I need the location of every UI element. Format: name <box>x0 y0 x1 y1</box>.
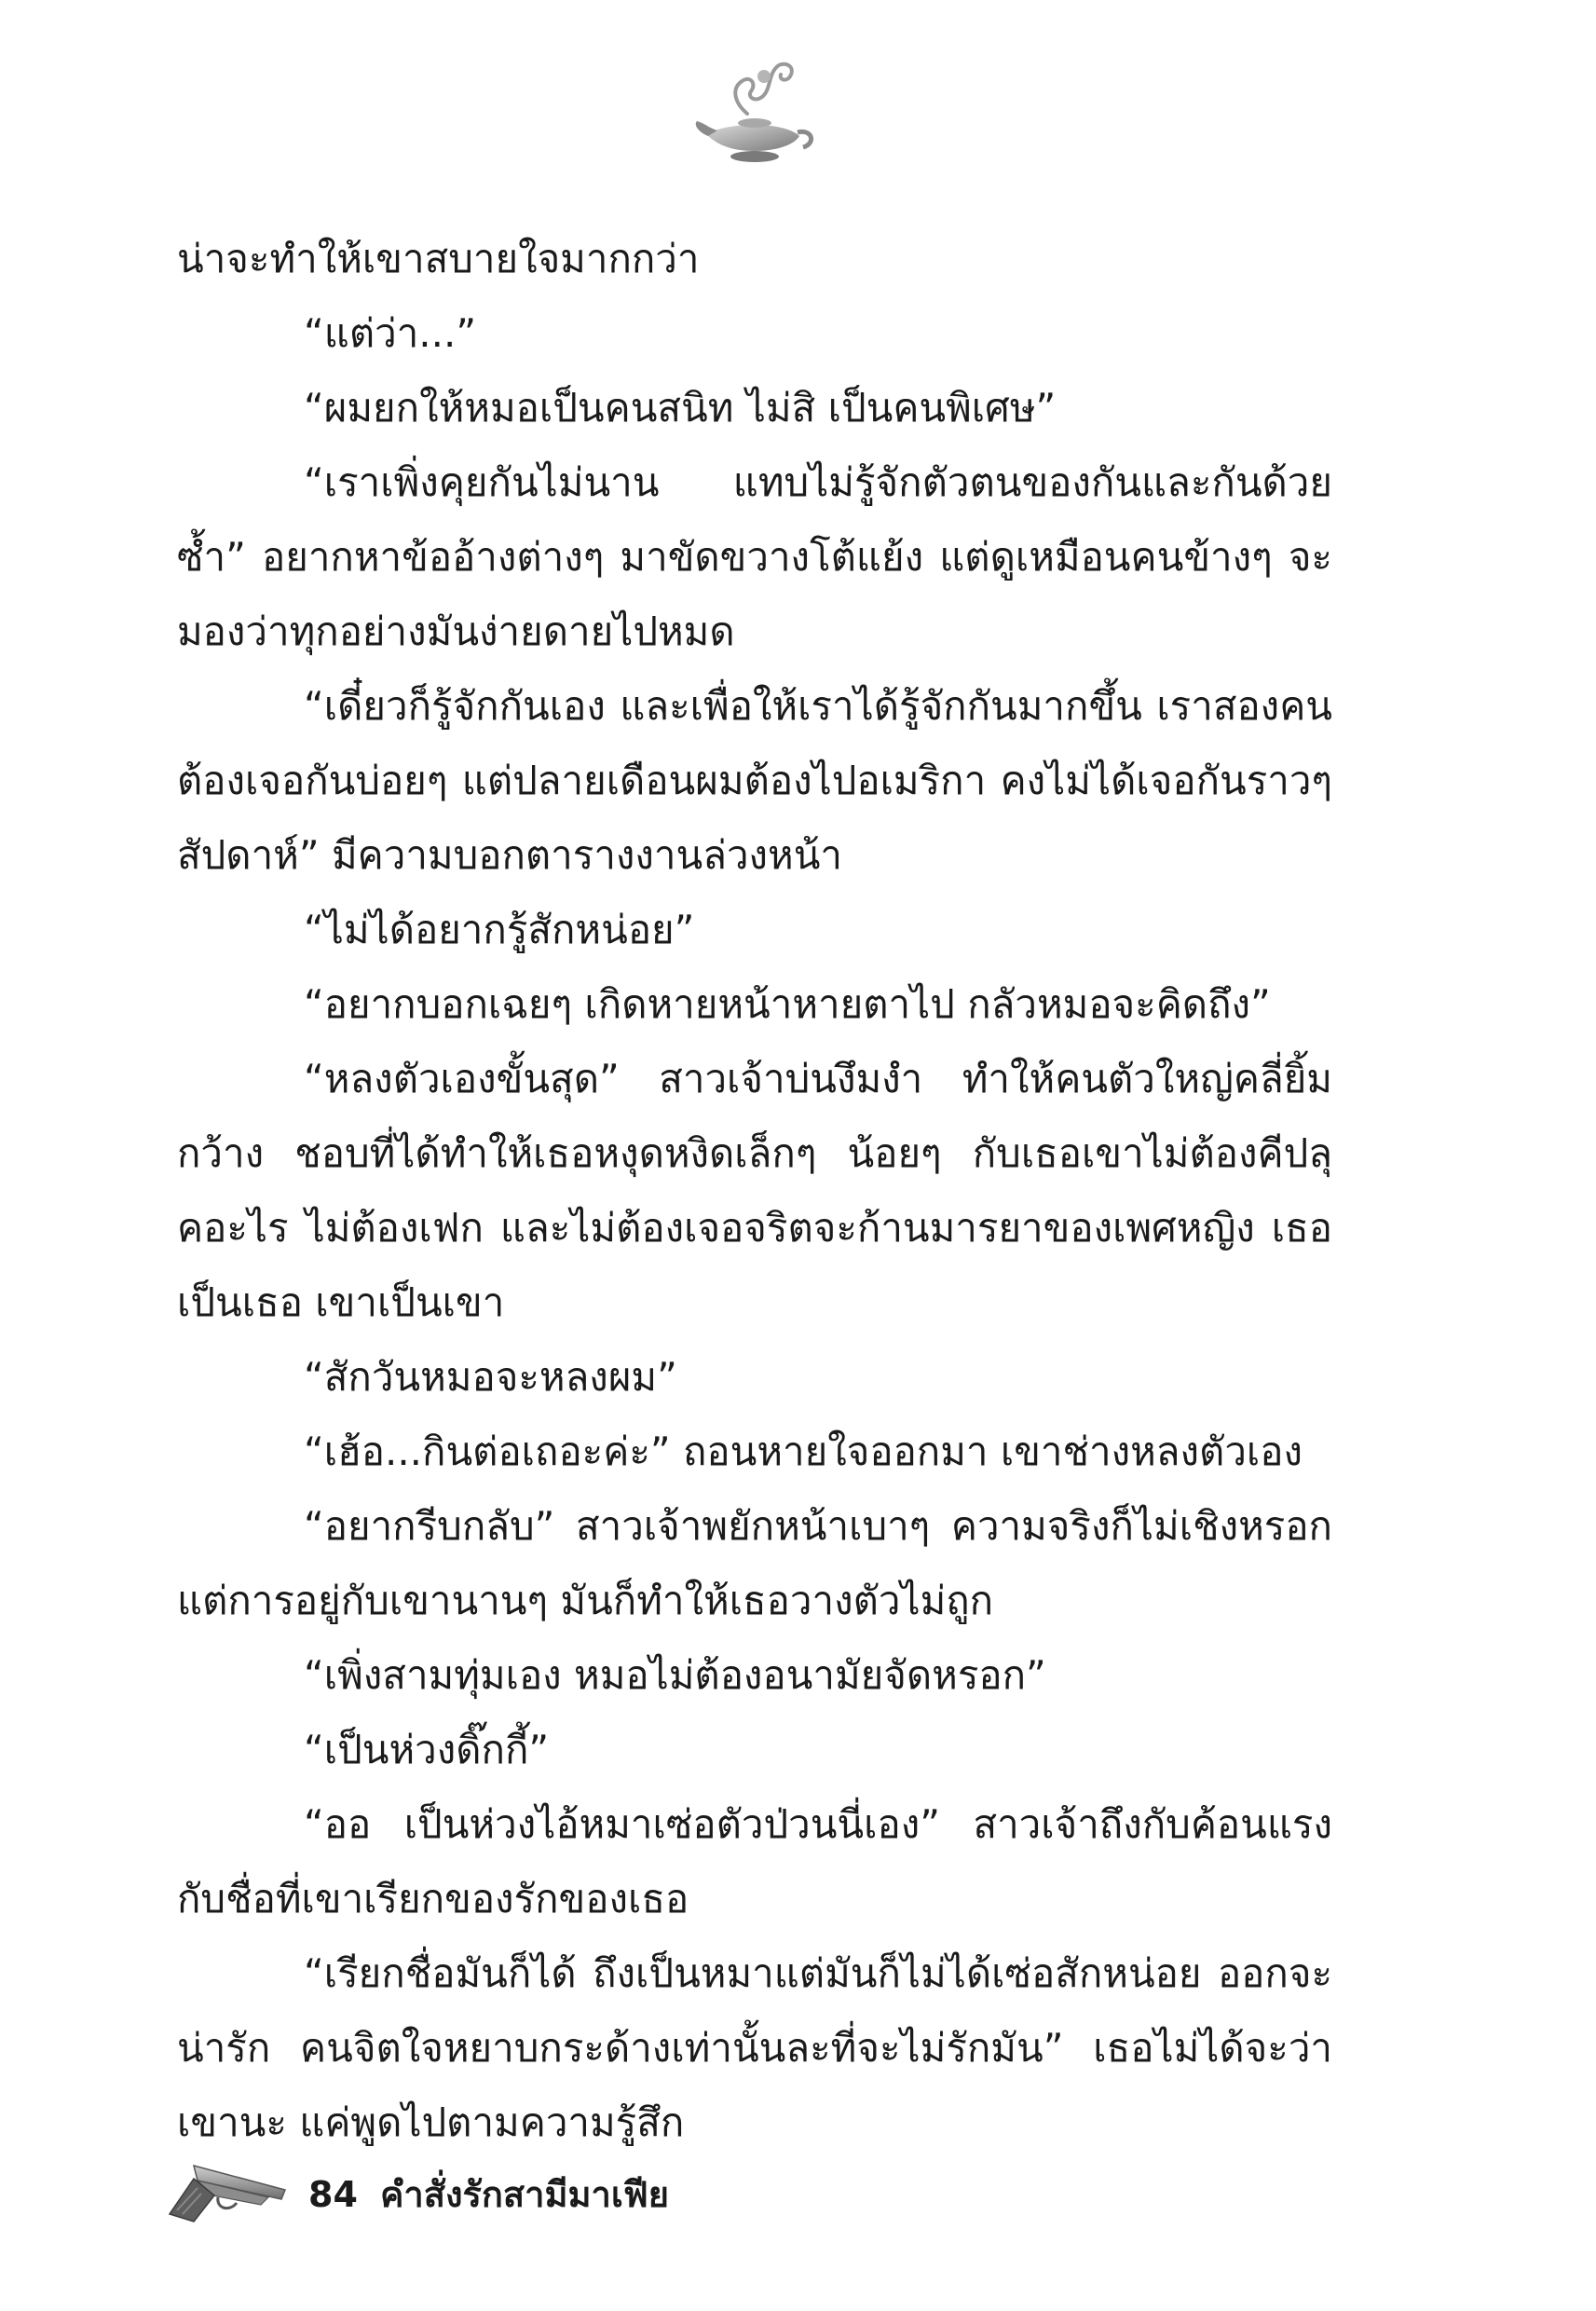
paragraph: “ไม่ได้อยากรู้สักหน่อย” <box>304 907 695 952</box>
paragraph: “เพิ่งสามทุ่มเอง หมอไม่ต้องอนามัยจัดหรอก” <box>304 1652 1046 1698</box>
paragraph: “อยากรีบกลับ” สาวเจ้าพยักหน้าเบาๆ ความจริงก็ไม่เชิงหรอก แต่การอยู่กับเขานานๆ มันก็ทำให้เธอวางตัวไม่ถูก <box>177 1503 1332 1623</box>
paragraph: “เดี๋ยวก็รู้จักกันเอง และเพื่อให้เราได้รู้จักกันมากขึ้น เราสองคนต้องเจอกันบ่อยๆ แต่ปลายเดือนผมต้องไปอเมริกา คงไม่ได้เจอกันราวๆ สัปดาห์” มีความบอกตารางงานล่วงหน้า <box>177 683 1332 878</box>
book-title: คำสั่งรักสามีมาเฟีย <box>380 2174 670 2215</box>
paragraph: “ผมยกให้หมอเป็นคนสนิท ไม่สิ เป็นคนพิเศษ” <box>304 385 1057 431</box>
page-number: 84 <box>308 2174 358 2215</box>
body-text <box>177 222 1332 2160</box>
paragraph: “เป็นห่วงดิ๊กกี้” <box>304 1727 550 1772</box>
paragraph: “หลงตัวเองขั้นสุด” สาวเจ้าบ่นงึมงำ ทำให้คนตัวใหญ่คลี่ยิ้มกว้าง ชอบที่ได้ทำให้เธอหงุดหงิดเล็กๆ น้อยๆ กับเธอเขาไม่ต้องคีปลุคอะไร ไม่ต้องเฟก และไม่ต้องเจอจริตจะก้านมารยาของเพศหญิง เธอเป็นเธอ เขาเป็นเขา <box>177 1056 1332 1325</box>
paragraph: น่าจะทำให้เขาสบายใจมากกว่า <box>177 236 700 281</box>
page-footer <box>157 2143 995 2236</box>
paragraph: “เฮ้อ...กินต่อเถอะค่ะ” ถอนหายใจออกมา เขาช่างหลงตัวเอง <box>304 1429 1303 1474</box>
paragraph: “อยากบอกเฉยๆ เกิดหายหน้าหายตาไป กลัวหมอจะคิดถึง” <box>304 981 1271 1027</box>
paragraph: “แต่ว่า...” <box>304 310 477 356</box>
genie-lamp-icon <box>689 56 820 168</box>
paragraph: “สักวันหมอจะหลงผม” <box>304 1354 677 1400</box>
pistol-icon <box>157 2153 296 2227</box>
paragraph: “เราเพิ่งคุยกันไม่นาน แทบไม่รู้จักตัวตนของกันและกันด้วยซ้ำ” อยากหาข้ออ้างต่างๆ มาขัดขวางโต้แย้ง แต่ดูเหมือนคนข้างๆ จะมองว่าทุกอย่างมันง่ายดายไปหมด <box>177 459 1332 654</box>
paragraph: “ออ เป็นห่วงไอ้หมาเซ่อตัวป่วนนี่เอง” สาวเจ้าถึงกับค้อนแรงกับชื่อที่เขาเรียกของรักของเธอ <box>177 1801 1332 1921</box>
paragraph: “เรียกชื่อมันก็ได้ ถึงเป็นหมาแต่มันก็ไม่ได้เซ่อสักหน่อย ออกจะน่ารัก คนจิตใจหยาบกระด้างเท่านั้นละที่จะไม่รักมัน” เธอไม่ได้จะว่าเขานะ แค่พูดไปตามความรู้สึก <box>177 1950 1332 2145</box>
